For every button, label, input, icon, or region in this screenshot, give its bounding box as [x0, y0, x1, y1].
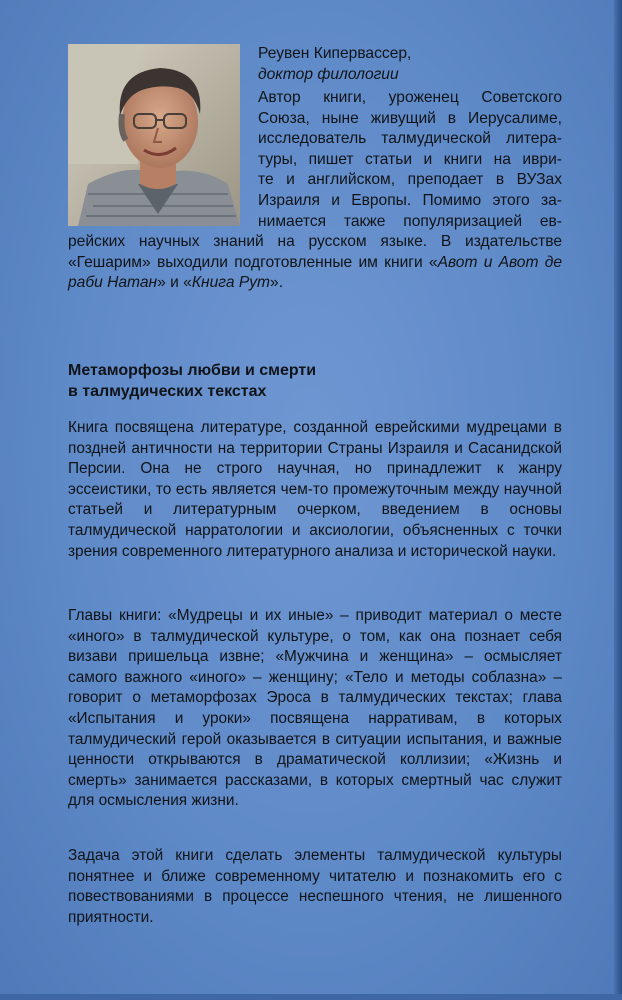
chapters-paragraph: Главы книги: «Мудрецы и их иные» – приводит материал о месте «иного» в талмудической культуре, о том, как она познает себя визави пришельца извне; «Мужчина и женщина» – осмысляет самого важного «иного» – женщину; «Тело и методы соблазна» – говорит о метаморфозах Эроса в талмудических текстах; глава «Испытания и уроки» посвящена нарративам, в которых талмудический герой оказывается в ситуации испытания, и важные ценности открываются в драматической коллизии; «Жизнь и смерть» занимается рассказами, в которых смертный час служит для осмысления жизни.	[68, 607, 562, 810]
purpose-paragraph: Задача этой книги сделать элементы талмудической культуры понятнее и ближе современному читателю и познакомить его с повествованиями в процессе неспешного чтения, не лишенного приятности.	[68, 847, 562, 926]
bio-line: Автор книги, уроженец Советского	[258, 89, 562, 106]
bio-text: рейских научных знаний на русском языке. В издательстве «Гешарим» выходили подготовленные им книги «	[68, 233, 562, 271]
bio-line: исследователь талмудической литера-	[258, 130, 562, 148]
bio-text: ».	[270, 274, 284, 292]
bio-line: Союза, ныне живущий в Иерусалиме,	[258, 109, 562, 127]
book-title-line: в талмудических текстах	[68, 383, 267, 400]
bio-line: те и английском, преподает в ВУЗах	[258, 171, 562, 189]
cover-edge	[0, 994, 622, 1000]
author-degree: доктор филологии	[258, 65, 399, 83]
cover-edge	[614, 0, 622, 1000]
bio-line: нимается также популяризацией ев-	[258, 212, 562, 230]
bio-continuation	[68, 232, 562, 294]
book-reference-rut: Книга Рут	[191, 274, 271, 292]
description-paragraph: Книга посвящена литературе, созданной еврейскими мудрецами в поздней античности на территории Страны Израиля и Сасанидской Персии. Она не строго научная, но принадлежит к жанру эссеистики, то есть является чем-то промежуточным между научной статьей и литературным очерком, введением в основы талмудической нарратологии и аксиологии, объясненных с точки зрения современного литературного анализа и исторической науки.	[68, 419, 562, 560]
book-title-line: Метаморфозы любви и смерти	[68, 362, 317, 379]
book-title	[68, 360, 562, 402]
bio-text: » и «	[157, 274, 192, 292]
author-name: Реувен Кипервассер,	[258, 45, 412, 62]
author-header	[258, 44, 562, 85]
book-reference-avot: Авот и Авот де раби Натан	[68, 253, 562, 292]
bio-line: туры, пишет статьи и книги на иври-	[258, 150, 562, 168]
author-bio	[68, 88, 562, 294]
bio-line: Израиля и Европы. Помимо этого за-	[258, 191, 562, 209]
